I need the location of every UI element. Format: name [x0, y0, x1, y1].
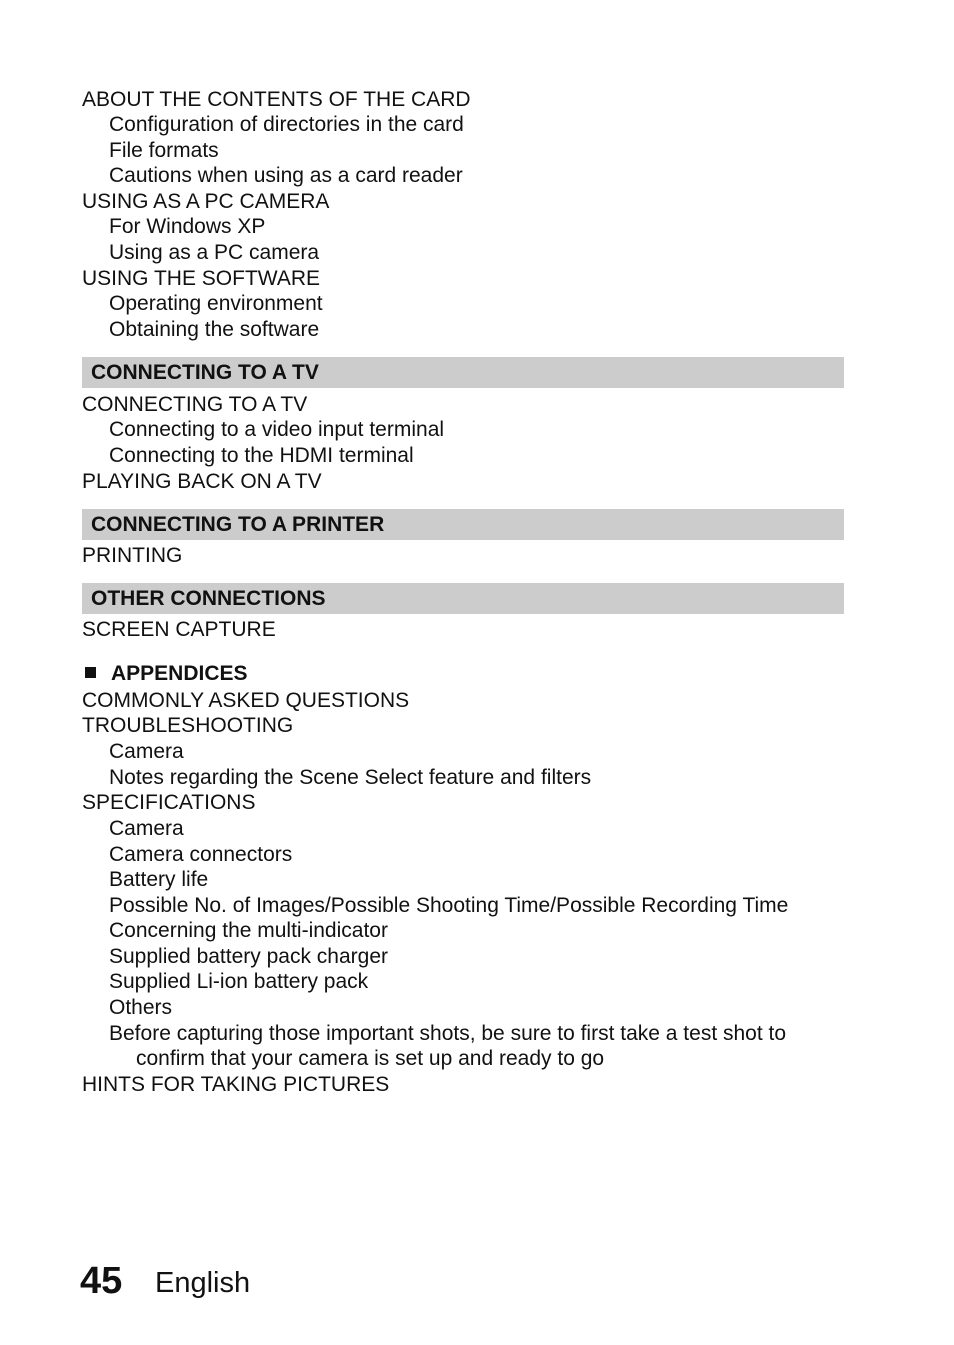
toc-entry-common-questions: COMMONLY ASKED QUESTIONS: [82, 689, 410, 712]
toc-entry-sp-li-ion: Supplied Li-ion battery pack: [109, 970, 369, 993]
toc-entry-troubleshooting: TROUBLESHOOTING: [82, 714, 294, 737]
toc-entry-for-windows-xp: For Windows XP: [109, 215, 266, 238]
toc-entry-specifications: SPECIFICATIONS: [82, 791, 256, 814]
section-header-connecting-printer: [82, 509, 844, 540]
toc-entry-playing-back-tv: PLAYING BACK ON A TV: [82, 470, 322, 493]
toc-entry-printing: PRINTING: [82, 544, 183, 567]
page-language: English: [155, 1267, 251, 1299]
toc-entry-using-as-pc-camera: Using as a PC camera: [109, 241, 320, 264]
toc-entry-hdmi: Connecting to the HDMI terminal: [109, 444, 414, 467]
toc-entry-sp-before-capturing: Before capturing those important shots, be sure to first take a test shot to: [109, 1022, 787, 1045]
toc-entry-sp-camera: Camera: [109, 817, 184, 840]
toc-entry-ts-camera: Camera: [109, 740, 184, 763]
appendices-label: APPENDICES: [111, 662, 248, 685]
toc-entry-connecting-tv: CONNECTING TO A TV: [82, 393, 308, 416]
toc-entry-sp-connectors: Camera connectors: [109, 843, 293, 866]
section-header-label: CONNECTING TO A PRINTER: [91, 513, 385, 536]
toc-entry-sp-multi-indicator: Concerning the multi-indicator: [109, 919, 388, 942]
toc-entry-sp-battery-life: Battery life: [109, 868, 209, 891]
toc-entry-hints: HINTS FOR TAKING PICTURES: [82, 1073, 390, 1096]
toc-entry-about-card: ABOUT THE CONTENTS OF THE CARD: [82, 88, 471, 111]
toc-entry-screen-capture: SCREEN CAPTURE: [82, 618, 276, 641]
section-header-connecting-tv: [82, 357, 844, 388]
toc-entry-obtaining-software: Obtaining the software: [109, 318, 320, 341]
section-header-other-connections: [82, 583, 844, 614]
section-header-label: CONNECTING TO A TV: [91, 361, 319, 384]
toc-entry-sp-before-capturing-cont: confirm that your camera is set up and ready to go: [136, 1047, 605, 1070]
toc-entry-operating-env: Operating environment: [109, 292, 323, 315]
toc-entry-config-dirs: Configuration of directories in the card: [109, 113, 464, 136]
toc-entry-using-software: USING THE SOFTWARE: [82, 267, 321, 290]
square-bullet-icon: [85, 667, 96, 678]
toc-entry-file-formats: File formats: [109, 139, 219, 162]
toc-entry-cautions-card-reader: Cautions when using as a card reader: [109, 164, 463, 187]
toc-entry-sp-others: Others: [109, 996, 173, 1019]
section-header-label: OTHER CONNECTIONS: [91, 587, 326, 610]
page-number: 45: [80, 1260, 123, 1302]
appendices-heading: [82, 661, 248, 687]
toc-entry-sp-charger: Supplied battery pack charger: [109, 945, 388, 968]
toc-entry-video-input: Connecting to a video input terminal: [109, 418, 445, 441]
toc-entry-ts-scene-notes: Notes regarding the Scene Select feature and filters: [109, 766, 592, 789]
toc-entry-using-pc-camera: USING AS A PC CAMERA: [82, 190, 330, 213]
toc-entry-sp-possible-no: Possible No. of Images/Possible Shooting Time/Possible Recording Time: [109, 894, 789, 917]
